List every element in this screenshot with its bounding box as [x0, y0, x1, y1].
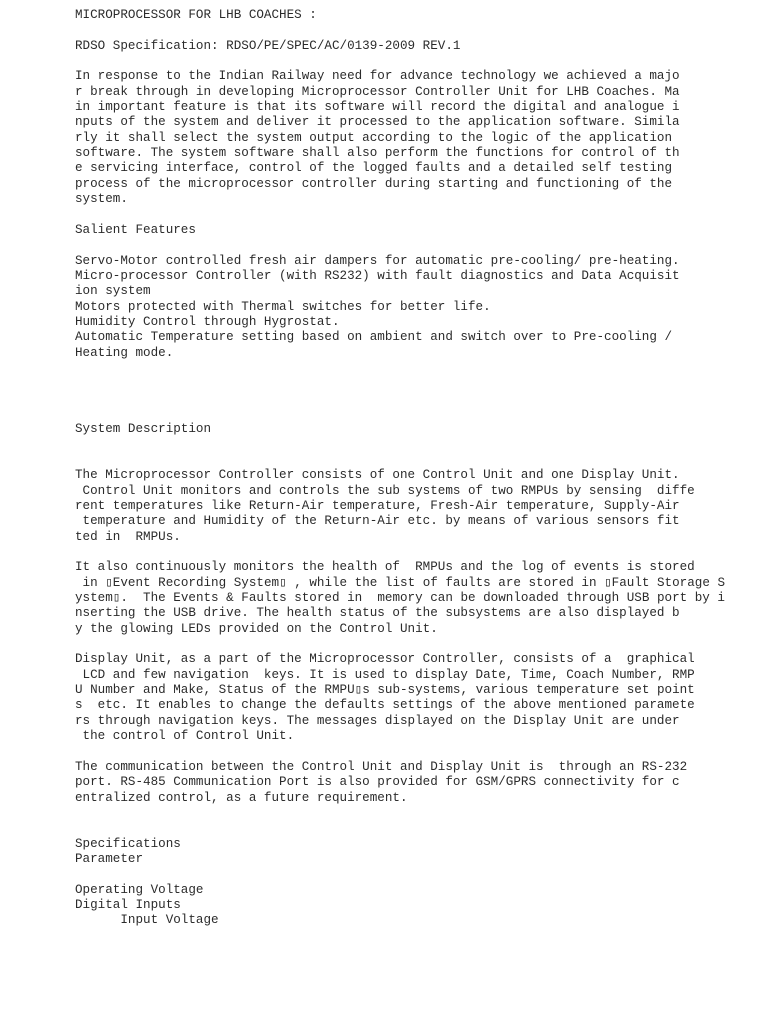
text-line: port. RS-485 Communication Port is also provided for GSM/GPRS connectivity for c: [75, 775, 680, 790]
text-line: U Number and Make, Status of the RMPU▯s sub-systems, various temperature set point: [75, 683, 695, 698]
text-line: [75, 207, 765, 222]
text-line: In response to the Indian Railway need for advance technology we achieved a majo: [75, 69, 680, 84]
text-line: Automatic Temperature setting based on ambient and switch over to Pre-cooling /: [75, 330, 673, 345]
text-line: The communication between the Control Unit and Display Unit is through an RS-232: [75, 759, 688, 774]
text-line: rly it shall select the system output according to the logic of the application: [75, 130, 673, 145]
text-line: s etc. It enables to change the defaults settings of the above mentioned paramete: [75, 698, 695, 713]
text-line: Parameter: [75, 851, 144, 866]
text-line: Control Unit monitors and controls the sub systems of two RMPUs by sensing diffe: [75, 483, 695, 498]
text-line: Digital Inputs: [75, 897, 181, 912]
text-line: process of the microprocessor controller during starting and functioning of the: [75, 176, 673, 191]
text-line: rent temperatures like Return-Air temperature, Fresh-Air temperature, Supply-Air: [75, 499, 680, 513]
text-line: Servo-Motor controlled fresh air dampers for automatic pre-cooling/ pre-heating.: [75, 253, 680, 268]
text-line: [75, 637, 765, 652]
text-line: [75, 867, 765, 882]
text-line: rs through navigation keys. The messages displayed on the Display Unit are under: [75, 713, 680, 728]
text-line: ted in RMPUs.: [75, 529, 181, 544]
text-line: Humidity Control through Hygrostat.: [75, 314, 340, 329]
text-line: Operating Voltage: [75, 882, 204, 897]
text-line: in ▯Event Recording System▯ , while the list of faults are stored in ▯Fault Storage S: [75, 575, 726, 590]
text-line: [75, 361, 765, 376]
text-line: y the glowing LEDs provided on the Control Unit.: [75, 621, 438, 636]
text-line: Micro-processor Controller (with RS232) with fault diagnostics and Data Acquisit: [75, 268, 680, 283]
text-line: nserting the USB drive. The health status of the subsystems are also displayed b: [75, 606, 680, 621]
text-line: [75, 54, 765, 69]
text-line: Specifications: [75, 836, 181, 851]
text-line: [75, 376, 765, 391]
text-line: e servicing interface, control of the logged faults and a detailed self testing: [75, 161, 673, 176]
text-line: [75, 407, 765, 422]
text-line: MICROPROCESSOR FOR LHB COACHES :: [75, 8, 317, 22]
text-line: It also continuously monitors the health of RMPUs and the log of events is stored: [75, 560, 695, 575]
text-line: [75, 453, 765, 468]
text-line: [75, 821, 765, 836]
text-line: entralized control, as a future requirement.: [75, 790, 408, 805]
text-line: [75, 745, 765, 760]
text-line: ion system: [75, 284, 151, 299]
text-line: r break through in developing Microprocessor Controller Unit for LHB Coaches. Ma: [75, 84, 680, 99]
text-line: The Microprocessor Controller consists of one Control Unit and one Display Unit.: [75, 468, 680, 483]
text-line: [75, 392, 765, 407]
text-line: software. The system software shall also perform the functions for control of th: [75, 146, 680, 161]
text-line: [75, 545, 765, 560]
text-line: Input Voltage: [75, 913, 219, 928]
text-line: nputs of the system and deliver it processed to the application software. Simila: [75, 115, 680, 130]
text-line: Display Unit, as a part of the Microprocessor Controller, consists of a graphical: [75, 652, 695, 667]
text-line: [75, 23, 765, 38]
text-line: in important feature is that its software will record the digital and analogue i: [75, 100, 680, 115]
text-line: ystem▯. The Events & Faults stored in memory can be downloaded through USB port by i: [75, 591, 725, 606]
text-line: RDSO Specification: RDSO/PE/SPEC/AC/0139-2009 REV.1: [75, 38, 461, 53]
text-line: the control of Control Unit.: [75, 729, 295, 744]
text-line: System Description: [75, 422, 212, 437]
text-line: [75, 438, 765, 453]
document-body: [75, 8, 765, 929]
text-line: Heating mode.: [75, 345, 174, 360]
text-line: Salient Features: [75, 222, 196, 237]
text-line: Motors protected with Thermal switches for better life.: [75, 299, 491, 314]
text-line: temperature and Humidity of the Return-Air etc. by means of various sensors fit: [75, 514, 680, 529]
text-line: [75, 806, 765, 821]
text-line: [75, 238, 765, 253]
text-line: LCD and few navigation keys. It is used to display Date, Time, Coach Number, RMP: [75, 667, 695, 682]
text-line: system.: [75, 192, 128, 207]
